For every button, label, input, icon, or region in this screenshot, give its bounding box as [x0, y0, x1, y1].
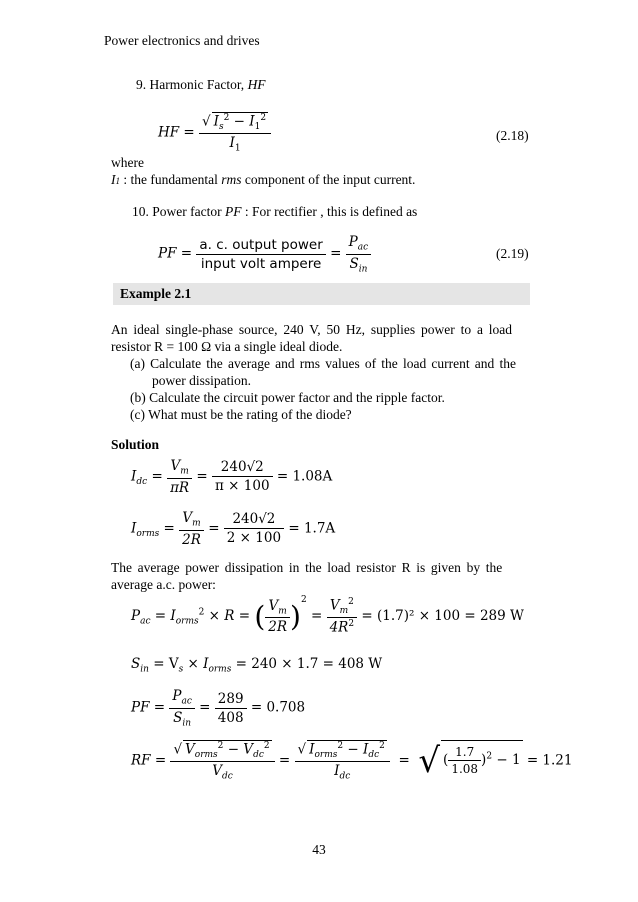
- example-part-c: (c) What must be the rating of the diode?: [130, 407, 352, 422]
- example-part-a-line-1: (a) Calculate the average and rms values of the load current and the: [130, 356, 516, 371]
- equation-2-18: HF = $\frac{√ I_s^2 - I_1^2}{I_1}$: [158, 112, 271, 154]
- item10-heading: 10. Power factor PF : For rectifier , this is defined as: [132, 204, 418, 219]
- example-part-a-line-2: power dissipation.: [152, 373, 251, 388]
- where-definition: I1 : the fundamental rms component of the input current.: [111, 172, 416, 187]
- equation-rf: RF = $\frac{√ V_{orms}^2 - V_{dc}^2}{V_{dc}}$ = $\frac{√ I_{orms}^2 - I_{dc}^2}{I_{dc}}$ = √ ( $\frac{1.7}{1.08}$ )$^2$ − 1 = 1.21: [131, 740, 573, 782]
- equation-iorms: $I_{orms}$ = $\frac{V_m}{2R}$ = $\frac{240√2}{2 \times 100}$ = 1.7A: [131, 510, 336, 548]
- solution-label: Solution: [111, 437, 160, 452]
- equation-number-2-19: (2.19): [496, 246, 529, 261]
- power-text-line-1: The average power dissipation in the load resistor R is given by the: [111, 560, 503, 575]
- power-factor-symbol-fraction: $\frac{P_{ac}}{S_{in}}$: [346, 234, 372, 274]
- equation-sin: $S_{in} = V_s \times I_{orms} = 240 \times 1.7 = 408$ W: [131, 656, 383, 675]
- power-text-line-2: average a.c. power:: [111, 577, 216, 592]
- equation-number-2-18: (2.18): [496, 128, 529, 143]
- example-heading-box: [113, 283, 530, 305]
- power-factor-text-fraction: $\frac{\text{a. c. output power}}{\text{input volt ampere}}$: [196, 237, 325, 272]
- example-intro-line-1: An ideal single-phase source, 240 V, 50 Hz, supplies power to a load: [111, 322, 513, 337]
- equation-idc: $I_{dc}$ = $\frac{V_m}{\pi R}$ = $\frac{240√2}{\pi \times 100}$ = 1.08A: [131, 458, 333, 496]
- where-label: where: [111, 155, 144, 170]
- example-label: Example 2.1: [120, 286, 192, 301]
- hf-fraction: $\frac{√ I_s^2 - I_1^2}{I_1}$: [199, 112, 271, 154]
- equation-pf: PF = $\frac{P_{ac}}{S_{in}}$ = $\frac{289}{408}$ = 0.708: [131, 688, 306, 729]
- item9-heading: 9. Harmonic Factor, HF: [136, 77, 266, 92]
- running-title: Power electronics and drives: [104, 33, 260, 48]
- page-number: 43: [312, 842, 326, 857]
- example-intro-line-2: resistor R = 100 Ω via a single ideal diode.: [111, 339, 343, 354]
- example-part-b: (b) Calculate the circuit power factor and the ripple factor.: [130, 390, 445, 405]
- equation-2-19: PF = $\frac{\text{a. c. output power}}{\text{input volt ampere}}$ = $\frac{P_{ac}}{S_{in}}$: [158, 234, 371, 274]
- equation-pac: $P_{ac} = I_{orms}^2 \times R$ = ( $\frac{V_m}{2R}$ )$^2$ = $\frac{V_m^2}{4R^2}$ = (1.7)² × 100 = 289 W: [131, 595, 524, 636]
